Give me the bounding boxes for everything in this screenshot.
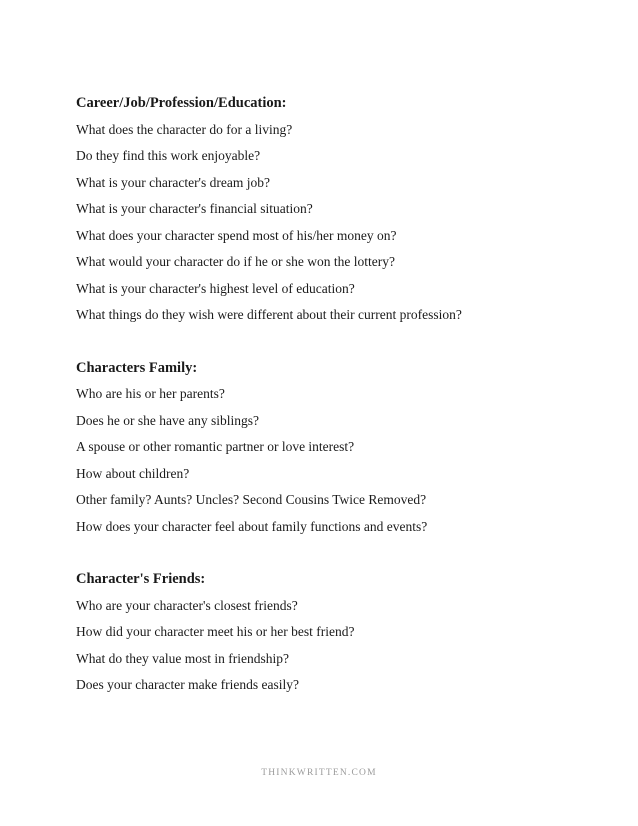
question-item: How about children? [76,465,190,481]
question-item: What does the character do for a living? [76,121,293,137]
question-item: Who are your character's closest friends? [76,597,298,613]
question-item: How does your character feel about family functions and events? [76,518,428,534]
question-item: What do they value most in friendship? [76,650,289,666]
document-body [76,90,596,699]
section-family [76,355,596,541]
question-item: Does he or she have any siblings? [76,412,259,428]
question-item: What is your character's dream job? [76,174,270,190]
question-item: What is your character's highest level of education? [76,280,355,296]
question-item: Does your character make friends easily? [76,677,300,692]
page-footer: THINKWRITTEN.COM [261,768,377,778]
section-heading: Character's Friends: [76,571,206,587]
question-item: Do they find this work enjoyable? [76,148,261,163]
question-item: How did your character meet his or her best friend? [76,624,355,639]
section-career [76,90,596,329]
question-item: What is your character's financial situation? [76,201,313,216]
question-item: What would your character do if he or she won the lottery? [76,254,396,269]
section-friends [76,566,596,699]
question-item: What does your character spend most of his/her money on? [76,227,397,243]
section-heading: Characters Family: [76,359,198,376]
question-item: A spouse or other romantic partner or love interest? [76,439,355,454]
question-item: Other family? Aunts? Uncles? Second Cousins Twice Removed? [76,492,427,507]
section-heading: Career/Job/Profession/Education: [76,95,287,111]
question-item: Who are his or her parents? [76,386,225,401]
question-item: What things do they wish were different about their current profession? [76,307,462,322]
